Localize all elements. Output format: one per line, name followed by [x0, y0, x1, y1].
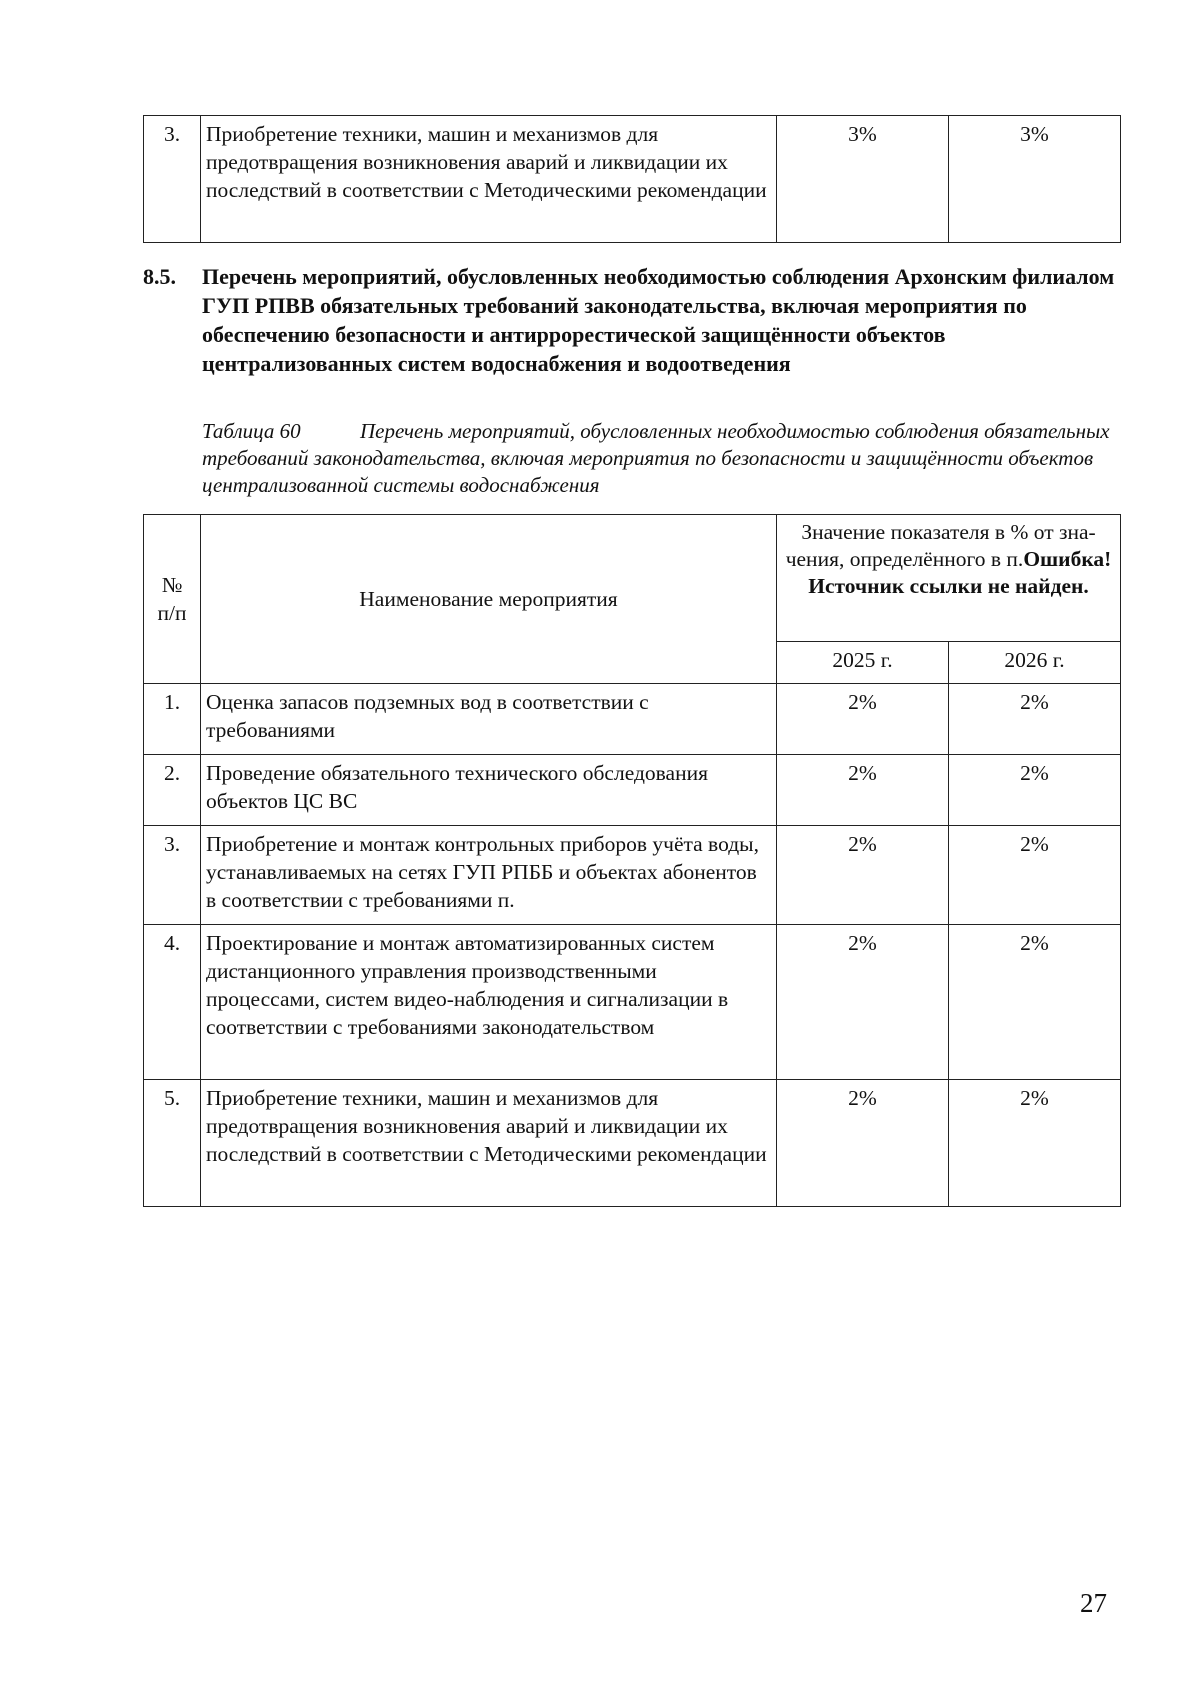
measure-name: Проектирование и монтаж автоматизированных систем дистанционного управления производственными процессами, систем видео-наблюдения и сигнализации в соответствии с требованиями законодательством [201, 925, 777, 1080]
header-number-symbol: № [161, 572, 183, 597]
section-title: Перечень мероприятий, обусловленных необходимостью соблюдения Архонским филиалом ГУП РПВВ обязательных требований законодательства, включая мероприятия по обеспечению безопасности и антиррорестической защищённости объектов централизованных систем водоснабжения и водоотведения [202, 264, 1115, 376]
value-2025: 2% [777, 684, 949, 755]
value-2025: 2% [777, 755, 949, 826]
header-number [144, 515, 201, 684]
value-2025: 2% [777, 1080, 949, 1207]
value-2026: 2% [949, 684, 1121, 755]
measure-name: Проведение обязательного технического обследования объектов ЦС ВС [201, 755, 777, 826]
value-2025: 2% [777, 925, 949, 1080]
table-header-row [144, 515, 1121, 642]
value-2026: 2% [949, 925, 1121, 1080]
header-value-text: Значение показателя в % от зна-чения, определённого в п. [785, 520, 1096, 571]
row-number: 5. [144, 1080, 201, 1207]
measure-name: Приобретение и монтаж контрольных приборов учёта воды, устанавливаемых на сетях ГУП РПББ и объектах абонентов в соответствии с требованиями п. [201, 826, 777, 925]
header-name: Наименование мероприятия [201, 515, 777, 684]
measure-name: Приобретение техники, машин и механизмов для предотвращения возникновения аварий и ликвидации их последствий в соответствии с Методическими рекомендации [201, 116, 777, 243]
value-2026: 2% [949, 1080, 1121, 1207]
section-heading [143, 262, 1120, 378]
table-caption [202, 418, 1120, 499]
value-2026: 2% [949, 755, 1121, 826]
measure-name: Приобретение техники, машин и механизмов для предотвращения возникновения аварий и ликвидации их последствий в соответствии с Методическими рекомендации [201, 1080, 777, 1207]
row-number: 3. [144, 826, 201, 925]
header-value [777, 515, 1121, 642]
row-number: 3. [144, 116, 201, 243]
header-year-2025: 2025 г. [777, 642, 949, 684]
value-2026: 3% [949, 116, 1121, 243]
header-number-abbr: п/п [157, 600, 187, 625]
row-number: 2. [144, 755, 201, 826]
caption-text: Перечень мероприятий, обусловленных необходимостью соблюдения обязательных требований законодательства, включая мероприятия по безопасности и защищённости объектов централизованной системы водоснабжения [202, 419, 1110, 497]
caption-label: Таблица 60 [202, 419, 301, 443]
table-row [144, 116, 1121, 243]
section-number: 8.5. [143, 264, 176, 289]
row-number: 4. [144, 925, 201, 1080]
table-row [144, 925, 1121, 1080]
continuation-table [143, 115, 1121, 243]
table-row [144, 684, 1121, 755]
table-row [144, 826, 1121, 925]
value-2025: 2% [777, 826, 949, 925]
value-2026: 2% [949, 826, 1121, 925]
table-row [144, 1080, 1121, 1207]
table-row [144, 755, 1121, 826]
page-number: 27 [1080, 1588, 1107, 1618]
row-number: 1. [144, 684, 201, 755]
header-year-2026: 2026 г. [949, 642, 1121, 684]
measures-table [143, 514, 1121, 1207]
value-2025: 3% [777, 116, 949, 243]
measure-name: Оценка запасов подземных вод в соответствии с требованиями [201, 684, 777, 755]
reference-error: Ошибка! Источник ссылки не найден. [808, 547, 1112, 598]
